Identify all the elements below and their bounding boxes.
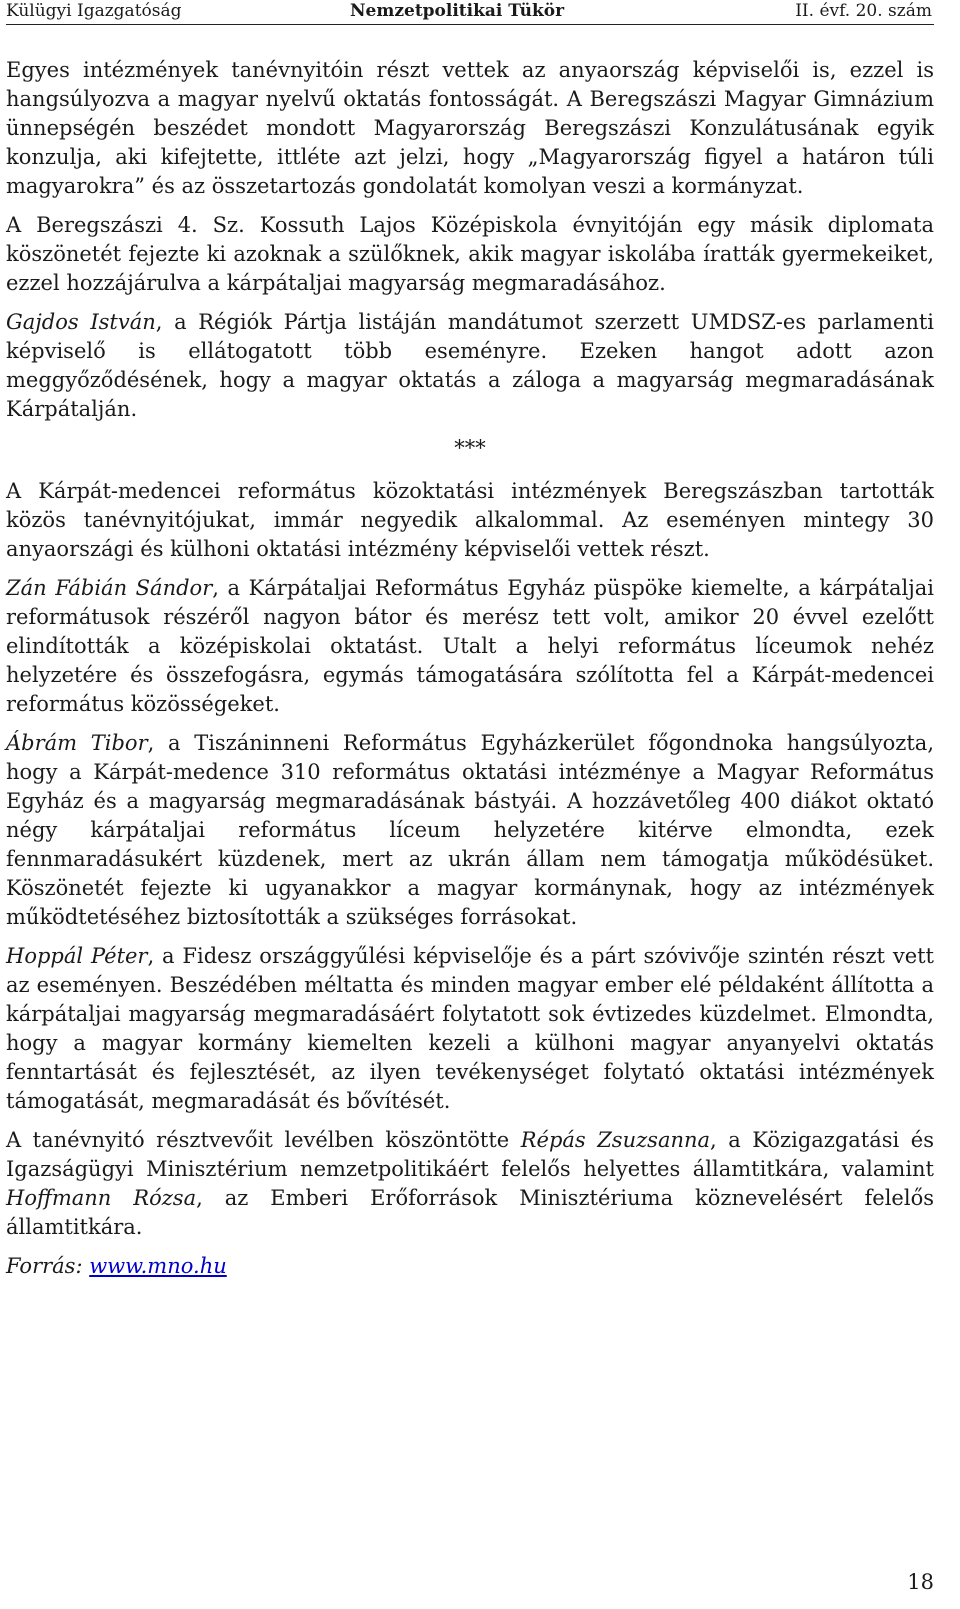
person-name: Ábrám Tibor	[6, 731, 148, 755]
person-name: Gajdos István	[6, 310, 156, 334]
paragraph-text: , a Közigazgatási és Igazságügyi Minisztérium nemzetpolitikáért felelős helyettes államtitkára, valamint	[6, 1128, 934, 1181]
paragraph-text: , a Kárpátaljai Református Egyház püspöke kiemelte, a kárpátaljai reformátusok részéről nagyon bátor és merész tett volt, amikor 20 évvel ezelőtt elindították a középiskolai oktatást. Utalt a helyi református líceumok nehéz helyzetére és összefogásra, egymás támogatására szólította fel a Kárpát-medencei református közösségeket.	[6, 576, 934, 716]
person-name: Hoffmann Rózsa	[6, 1186, 197, 1210]
source-link[interactable]: www.mno.hu	[89, 1254, 227, 1278]
paragraph	[6, 942, 934, 1116]
paragraph: A Kárpát-medencei református közoktatási intézmények Beregszászban tartották közös tanévnyitójukat, immár negyedik alkalommal. Az eseményen mintegy 30 anyaországi és külhoni oktatási intézmény képviselői vettek részt.	[6, 479, 934, 561]
section-separator: ***	[454, 436, 486, 460]
person-name: Hoppál Péter	[6, 944, 148, 968]
paragraph-text: , az Emberi Erőforrások Minisztériuma köznevelésért felelős államtitkára.	[6, 1186, 934, 1239]
paragraph	[6, 574, 934, 719]
paragraph-text: , a Régiók Pártja listáján mandátumot szerzett UMDSZ-es parlamenti képviselő is ellátogatott több eseményre. Ezeken hangot adott azon meggyőződésének, hogy a magyar oktatás a záloga a magyarság megmaradásának Kárpátalján.	[6, 310, 935, 421]
article-body	[6, 56, 934, 1291]
paragraph	[6, 1126, 934, 1242]
page-header	[6, 0, 934, 25]
paragraph-text: A tanévnyitó résztvevőit levélben köszöntötte	[6, 1128, 521, 1152]
source-label: Forrás:	[6, 1254, 90, 1278]
paragraph-text: , a Tiszáninneni Református Egyházkerület főgondnoka hangsúlyozta, hogy a Kárpát-medence 310 református oktatási intézménye a Magyar Református Egyház és a magyarság megmaradásának bástyái. A hozzávetőleg 400 diákot oktató négy kárpátaljai református líceum helyzetére kitérve elmondta, ezek fennmaradásukért küzdenek, mert az ukrán állam nem támogatja működésüket. Köszönetét fejezte ki ugyanakkor a magyar kormánynak, hogy az intézmények működtetéséhez biztosították a szükséges forrásokat.	[6, 731, 934, 929]
paragraph: Egyes intézmények tanévnyitóin részt vettek az anyaország képviselői is, ezzel is hangsúlyozva a magyar nyelvű oktatás fontosságát. A Beregszászi Magyar Gimnázium ünnepségén beszédet mondott Magyarország Beregszászi Konzulátusának egyik konzulja, aki kifejtette, ittléte azt jelzi, hogy „Magyarország figyel a határon túli magyarokra” és az összetartozás gondolatát komolyan veszi a kormányzat.	[6, 58, 934, 198]
paragraph-text: , a Fidesz országgyűlési képviselője és a párt szóvivője szintén részt vett az eseményen. Beszédében méltatta és minden magyar ember elé példaként állította a kárpátaljai magyarság megmaradásáért folytatott sok évtizedes küzdelmet. Elmondta, hogy a magyar kormány kiemelten kezeli a külhoni magyar anyanyelvi oktatás fenntartását és fejlesztését, az ilyen tevékenységet folytató oktatási intézmények támogatását, megmaradását és bővítését.	[6, 944, 934, 1113]
paragraph	[6, 729, 934, 932]
paragraph	[6, 308, 934, 424]
person-name: Zán Fábián Sándor	[6, 576, 213, 600]
header-issue: II. évf. 20. szám	[795, 1, 932, 21]
person-name: Répás Zsuzsanna	[520, 1128, 711, 1152]
source-line	[6, 1252, 934, 1281]
paragraph: A Beregszászi 4. Sz. Kossuth Lajos Középiskola évnyitóján egy másik diplomata köszönetét fejezte ki azoknak a szülőknek, akik magyar iskolába íratták gyermekeiket, ezzel hozzájárulva a kárpátaljai magyarság megmaradásához.	[6, 213, 934, 295]
header-institution: Külügyi Igazgatóság	[6, 1, 182, 21]
header-publication-title: Nemzetpolitikai Tükör	[350, 1, 565, 21]
page-number: 18	[907, 1570, 934, 1594]
